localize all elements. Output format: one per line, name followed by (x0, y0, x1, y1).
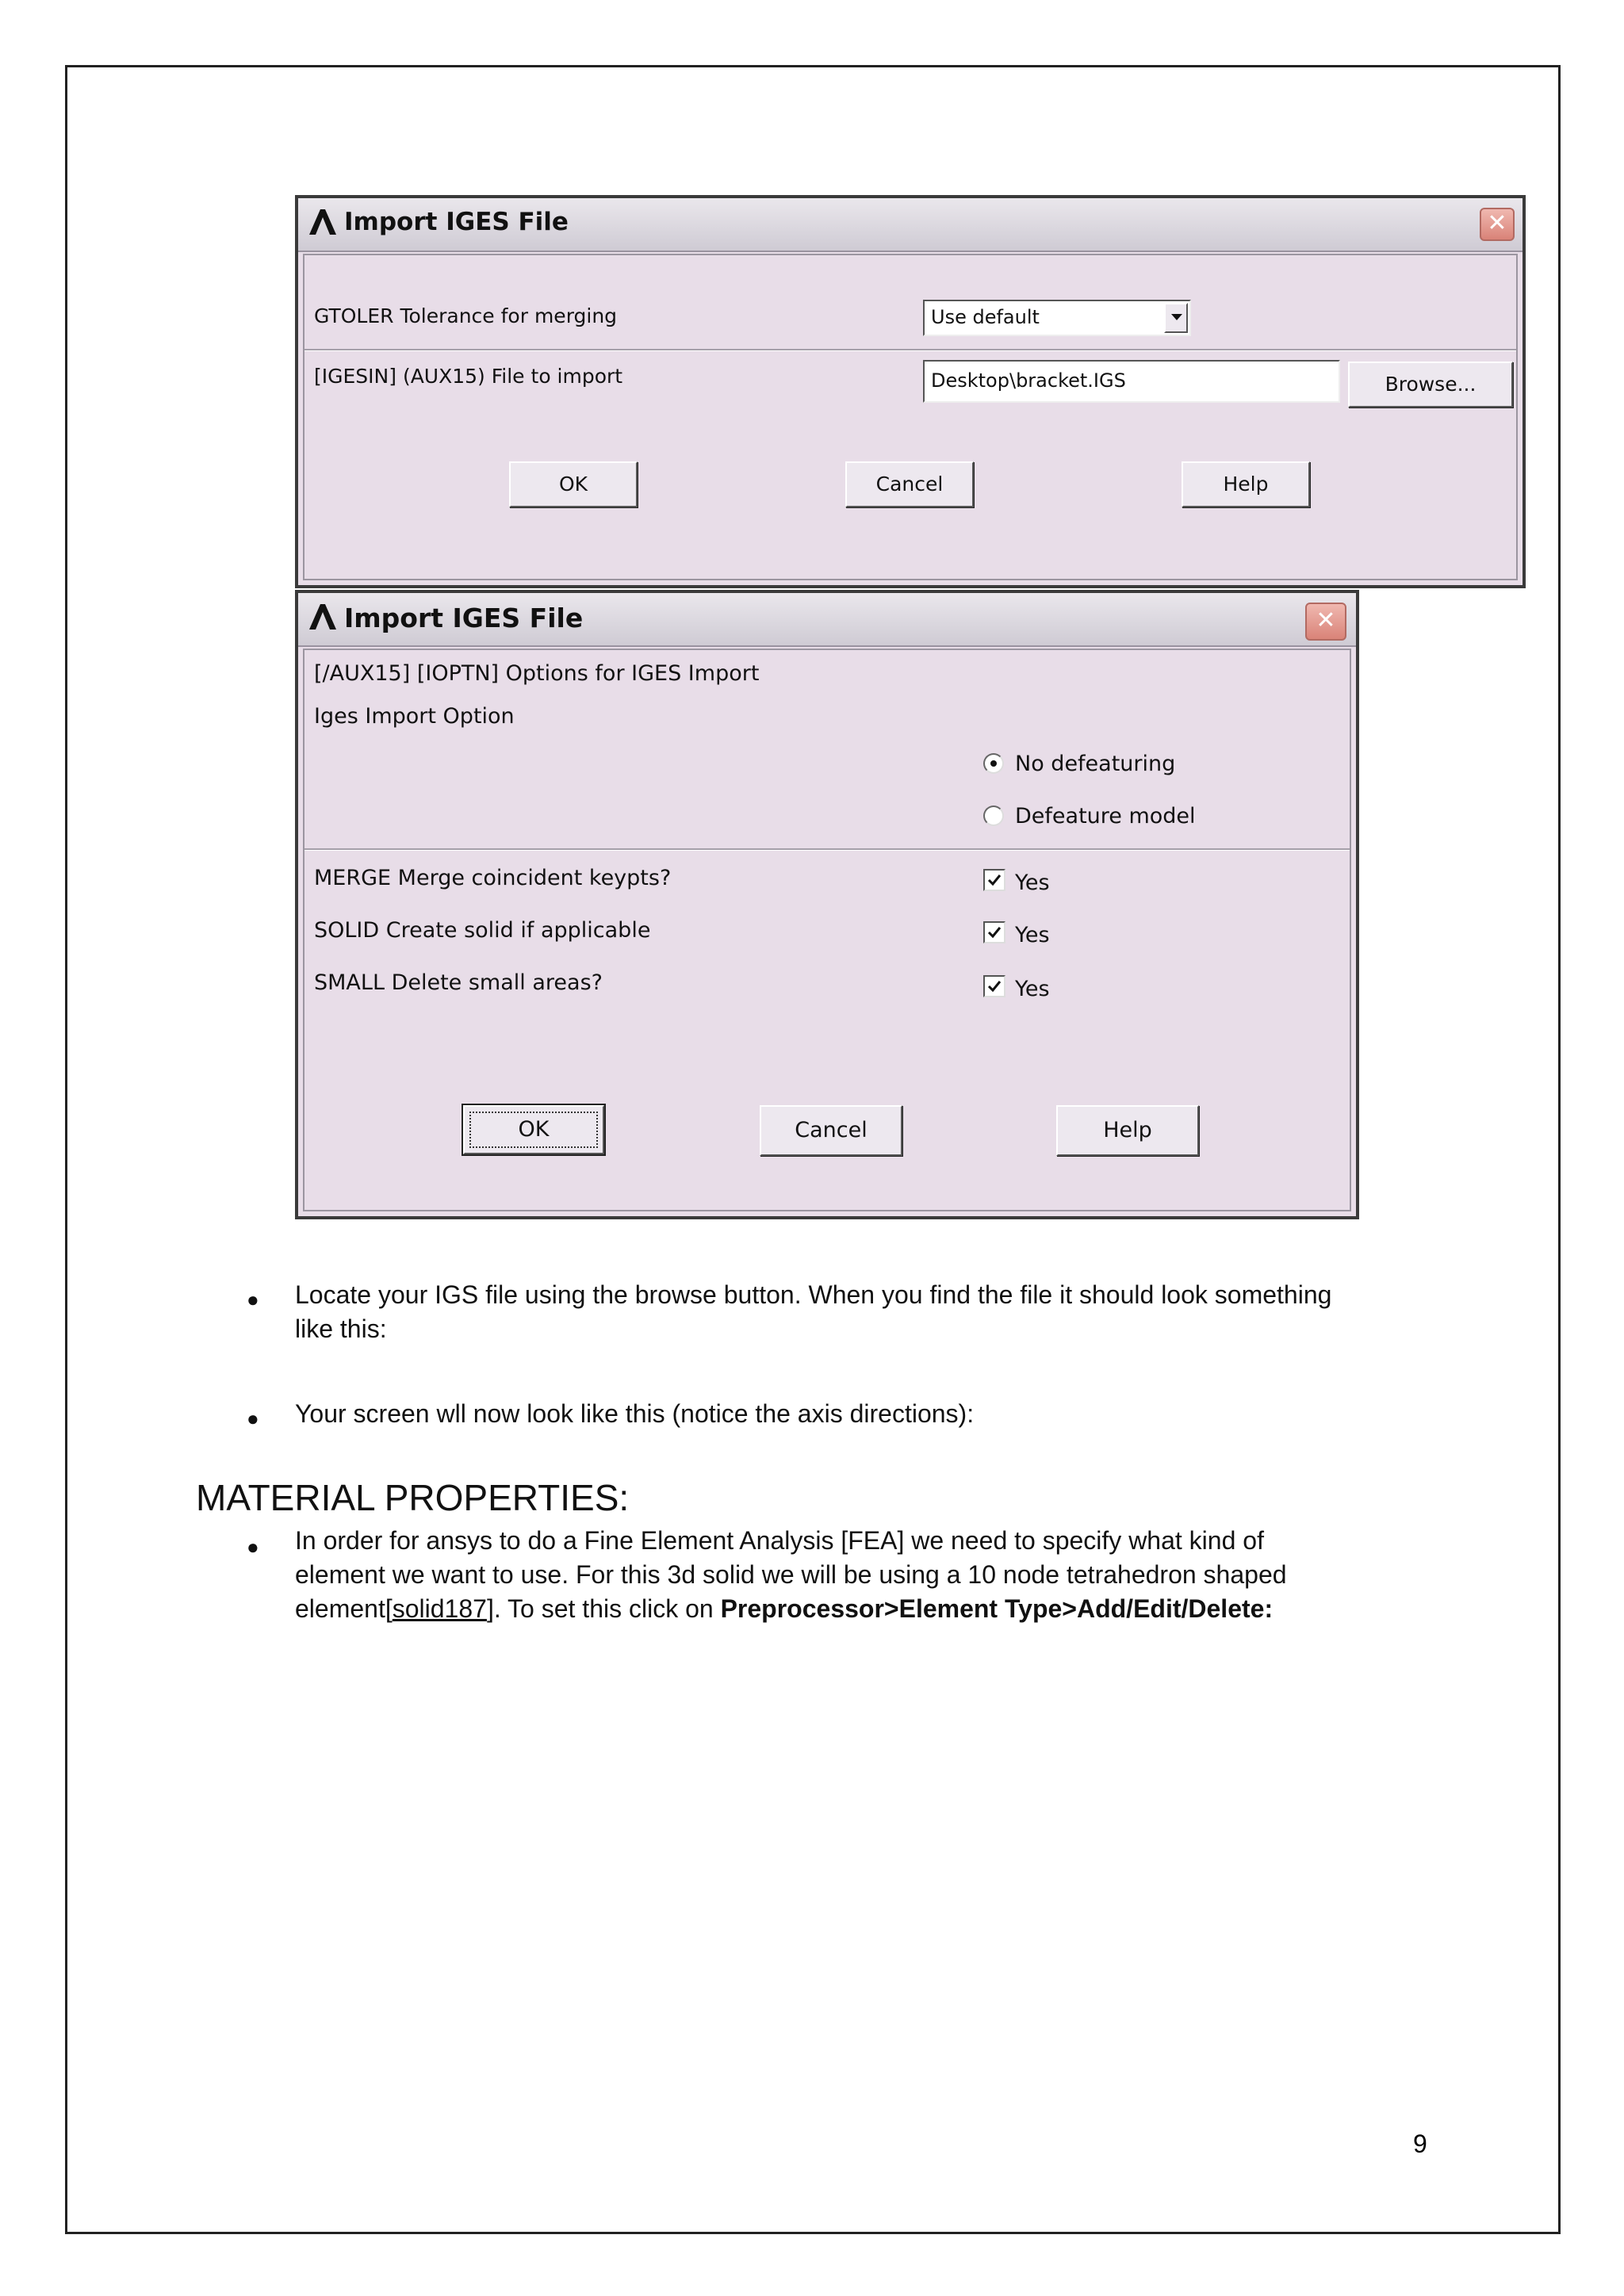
ok-button[interactable] (509, 461, 638, 507)
bullet-text-line: Locate your IGS file using the browse button. When you find the file it should look something (295, 1280, 1332, 1309)
dialog-titlebar[interactable] (298, 593, 1356, 647)
bullet-locate-file (295, 1278, 1421, 1346)
ansys-logo-icon (306, 206, 338, 238)
help-button-label: Help (1103, 1118, 1152, 1142)
radio-defeature-model-label[interactable]: Defeature model (1015, 804, 1196, 828)
gtoler-label: GTOLER Tolerance for merging (314, 304, 618, 327)
solid-label: SOLID Create solid if applicable (314, 918, 651, 943)
small-label: SMALL Delete small areas? (314, 970, 603, 995)
small-value: Yes (1015, 977, 1050, 1001)
check-icon (986, 978, 1002, 994)
check-icon (986, 924, 1002, 940)
close-icon[interactable]: ✕ (1305, 603, 1346, 641)
gtoler-dropdown[interactable] (923, 300, 1191, 336)
gtoler-dropdown-value: Use default (931, 306, 1040, 328)
focus-rect (469, 1112, 598, 1148)
dialog-titlebar[interactable] (298, 198, 1522, 252)
igesin-label: [IGESIN] (AUX15) File to import (314, 365, 623, 388)
dialog-title: Import IGES File (344, 603, 584, 633)
merge-checkbox[interactable] (983, 869, 1005, 891)
dialog-body (303, 254, 1518, 580)
material-paragraph (295, 1524, 1421, 1626)
bullet-screen-look (295, 1397, 1421, 1431)
radio-defeature-model[interactable] (983, 806, 1004, 826)
bullet-dot: ● (247, 1535, 259, 1559)
cancel-button[interactable] (845, 461, 974, 507)
ok-button[interactable] (463, 1105, 604, 1154)
divider (304, 848, 1350, 851)
bullet-text-line: Your screen wll now look like this (notice the axis directions): (295, 1399, 975, 1428)
check-icon (986, 872, 1002, 888)
page-number: 9 (1413, 2130, 1427, 2158)
solid187-link[interactable]: solid187 (392, 1594, 487, 1623)
section-heading: MATERIAL PROPERTIES: (196, 1477, 630, 1518)
import-iges-dialog-2 (295, 590, 1359, 1219)
solid-checkbox[interactable] (983, 921, 1005, 943)
radio-no-defeaturing-label[interactable]: No defeaturing (1015, 752, 1176, 776)
paragraph-text: element[ (295, 1594, 393, 1623)
merge-label: MERGE Merge coincident keypts? (314, 866, 672, 890)
cancel-button[interactable] (760, 1105, 902, 1156)
browse-button-label: Browse... (1385, 373, 1477, 396)
menu-path: Preprocessor>Element Type>Add/Edit/Delete: (720, 1594, 1274, 1623)
help-button[interactable] (1182, 461, 1310, 507)
bullet-dot: ● (247, 1406, 259, 1430)
divider (304, 349, 1516, 351)
options-label: [/AUX15] [IOPTN] Options for IGES Import (314, 661, 760, 686)
bullet-dot: ● (247, 1288, 259, 1311)
ok-button-label: OK (518, 1117, 550, 1142)
dialog-title: Import IGES File (344, 208, 569, 236)
help-button-label: Help (1223, 473, 1269, 496)
file-to-import-input[interactable] (923, 360, 1340, 403)
dialog-body (303, 649, 1351, 1211)
browse-button[interactable] (1348, 362, 1513, 408)
import-iges-dialog-1 (295, 195, 1526, 588)
radio-no-defeaturing[interactable] (983, 753, 1004, 774)
cancel-button-label: Cancel (795, 1118, 868, 1142)
cancel-button-label: Cancel (875, 473, 944, 496)
bullet-text-line: like this: (295, 1314, 387, 1343)
ok-button-label: OK (558, 473, 588, 496)
file-to-import-value: Desktop\bracket.IGS (931, 369, 1126, 392)
ansys-logo-icon (306, 601, 338, 633)
help-button[interactable] (1056, 1105, 1199, 1156)
merge-value: Yes (1015, 871, 1050, 895)
paragraph-line: element we want to use. For this 3d solid we will be using a 10 node tetrahedron shaped (295, 1560, 1287, 1589)
paragraph-line (295, 1592, 1421, 1626)
close-icon[interactable]: ✕ (1480, 208, 1515, 241)
paragraph-text: ]. To set this click on (486, 1594, 721, 1623)
paragraph-line: In order for ansys to do a Fine Element Analysis [FEA] we need to specify what kind of (295, 1526, 1264, 1555)
iges-import-option-label: Iges Import Option (314, 704, 515, 729)
solid-value: Yes (1015, 923, 1050, 947)
chevron-down-icon[interactable] (1164, 303, 1188, 333)
small-checkbox[interactable] (983, 975, 1005, 997)
